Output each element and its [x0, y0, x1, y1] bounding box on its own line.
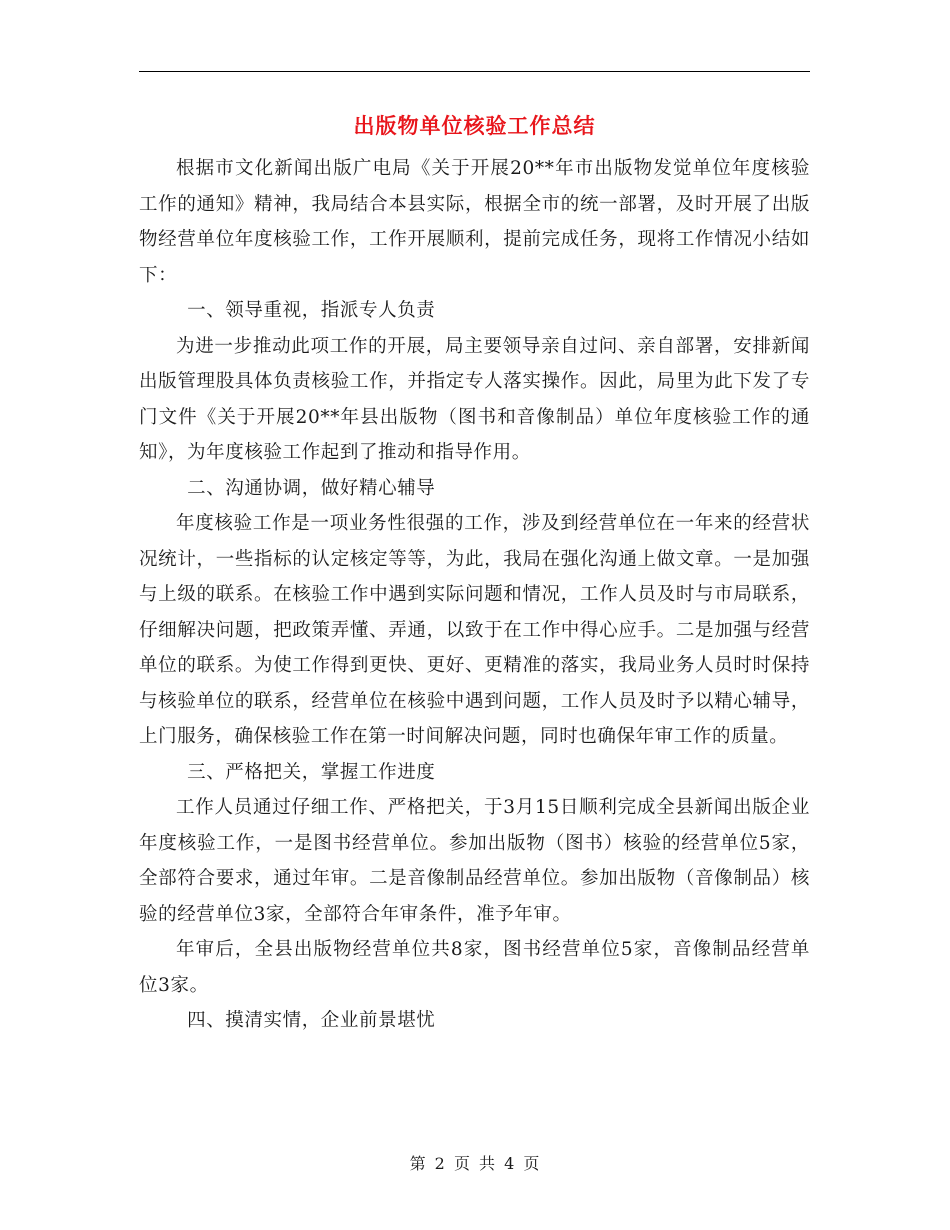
section-heading-4: 四、摸清实情，企业前景堪忧 [187, 1010, 436, 1031]
page-number-footer: 第 2 页 共 4 页 [409, 1154, 540, 1173]
section-heading-1: 一、领导重视，指派专人负责 [187, 300, 436, 321]
section-heading-3: 三、严格把关，掌握工作进度 [187, 761, 436, 783]
paragraph-section-1: 为进一步推动此项工作的开展，局主要领导亲自过问、亲自部署，安排新闻出版管理股具体负责核验工作，并指定专人落实操作。因此，局里为此下发了专门文件《关于开展20**年县出版物（图书和音像制品）单位年度核验工作的通知》，为年度核验工作起到了推动和指导作用。 [139, 335, 810, 463]
paragraph-section-3-summary: 年审后，全县出版物经营单位共8家，图书经营单位5家，音像制品经营单位3家。 [139, 939, 810, 996]
section-heading-2: 二、沟通协调，做好精心辅导 [187, 477, 436, 499]
paragraph-intro: 根据市文化新闻出版广电局《关于开展20**年市出版物发觉单位年度核验工作的通知》精神，我局结合本县实际，根据全市的统一部署，及时开展了出版物经营单位年度核验工作，工作开展顺利，提前完成任务，现将工作情况小结如下： [139, 158, 810, 286]
document-body [139, 151, 810, 1039]
paragraph-section-3: 工作人员通过仔细工作、严格把关，于3月15日顺利完成全县新闻出版企业年度核验工作，一是图书经营单位。参加出版物（图书）核验的经营单位5家，全部符合要求，通过年审。二是音像制品经营单位。参加出版物（音像制品）核验的经营单位3家，全部符合年审条件，准予年审。 [139, 797, 810, 925]
document-title: 出版物单位核验工作总结 [353, 114, 596, 138]
paragraph-section-2: 年度核验工作是一项业务性很强的工作，涉及到经营单位在一年来的经营状况统计，一些指标的认定核定等等，为此，我局在强化沟通上做文章。一是加强与上级的联系。在核验工作中遇到实际问题和情况，工作人员及时与市局联系，仔细解决问题，把政策弄懂、弄通，以致于在工作中得心应手。二是加强与经营单位的联系。为使工作得到更快、更好、更精准的落实，我局业务人员时时保持与核验单位的联系，经营单位在核验中遇到问题，工作人员及时予以精心辅导，上门服务，确保核验工作在第一时间解决问题，同时也确保年审工作的质量。 [139, 513, 810, 747]
header-rule [139, 71, 810, 72]
